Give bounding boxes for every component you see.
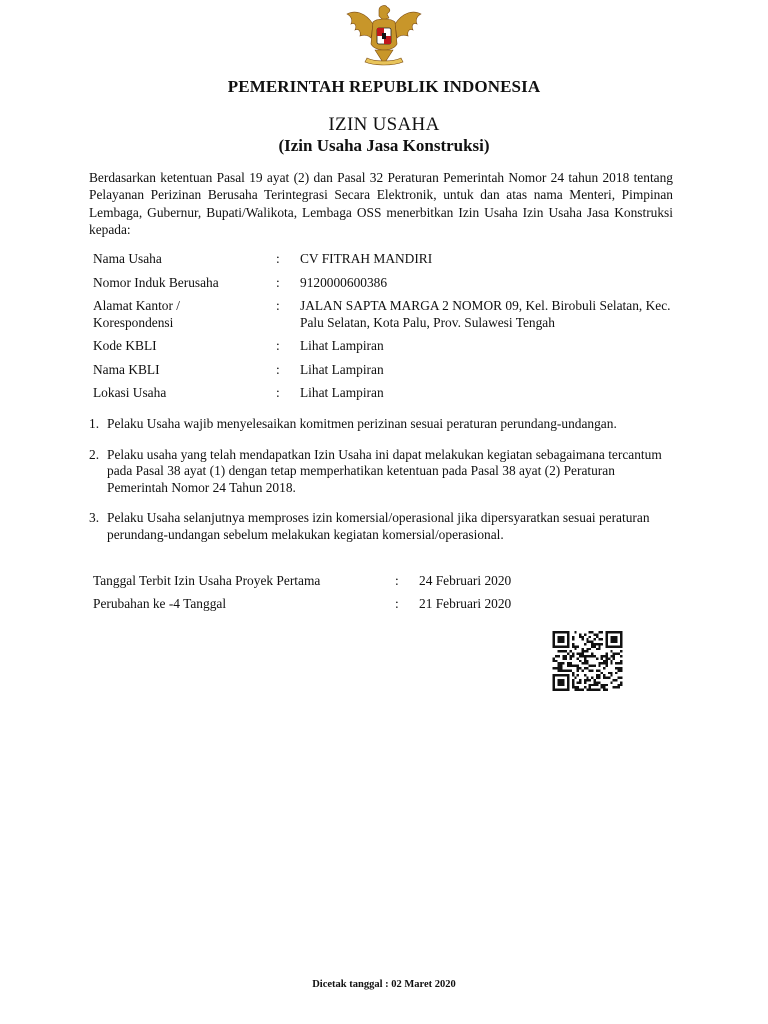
document-subtitle: (Izin Usaha Jasa Konstruksi) [278, 136, 490, 155]
info-row-nomor-induk [93, 275, 693, 292]
info-label: Nomor Induk Berusaha [93, 274, 219, 290]
info-colon: : [276, 338, 280, 353]
info-row-lokasi-usaha [93, 385, 693, 402]
info-colon: : [276, 385, 280, 400]
info-colon: : [276, 361, 280, 377]
list-number: 3. [89, 510, 100, 525]
date-row-terbit [93, 573, 593, 596]
date-label: Tanggal Terbit Izin Usaha Proyek Pertama [93, 573, 321, 588]
list-item [89, 416, 679, 433]
dates-table [93, 573, 593, 619]
list-text: Pelaku Usaha selanjutnya memproses izin komersial/operasional jika dipersyaratkan sesuai peraturan perundang-undangan sebelum melakukan kegiatan komersial/operasional. [107, 510, 650, 542]
garuda-emblem-icon [343, 4, 425, 70]
qr-code-icon [552, 631, 623, 691]
info-row-nama-usaha [93, 251, 693, 268]
info-value: 9120000600386 [300, 274, 388, 290]
date-row-perubahan [93, 596, 593, 619]
list-text: Pelaku Usaha wajib menyelesaikan komitmen perizinan sesuai peraturan perundang-undangan. [107, 416, 617, 431]
info-value: Lihat Lampiran [300, 385, 384, 400]
info-label: Nama KBLI [93, 361, 160, 377]
date-colon: : [395, 573, 399, 588]
info-row-alamat [93, 298, 693, 331]
info-value: Lihat Lampiran [300, 338, 384, 353]
date-colon: : [395, 596, 399, 611]
info-value: CV FITRAH MANDIRI [300, 251, 433, 266]
date-value: 21 Februari 2020 [419, 596, 512, 611]
list-item [89, 447, 679, 497]
info-value: JALAN SAPTA MARGA 2 NOMOR 09, Kel. Birobuli Selatan, Kec. Palu Selatan, Kota Palu, Prov. Sulawesi Tengah [300, 298, 671, 330]
government-heading: PEMERINTAH REPUBLIK INDONESIA [227, 77, 541, 96]
print-date: Dicetak tanggal : 02 Maret 2020 [312, 979, 456, 990]
info-colon: : [276, 251, 280, 266]
business-info-table [93, 251, 693, 409]
list-item [89, 510, 679, 543]
document-title: IZIN USAHA [328, 114, 440, 135]
info-colon: : [276, 274, 280, 290]
info-label: Kode KBLI [93, 338, 157, 353]
info-label: Alamat Kantor / Korespondensi [93, 298, 181, 330]
date-value: 24 Februari 2020 [419, 573, 512, 588]
info-colon: : [276, 298, 280, 313]
list-text: Pelaku usaha yang telah mendapatkan Izin Usaha ini dapat melakukan kegiatan sebagaimana tercantum pada Pasal 38 ayat (1) dengan tetap memperhatikan ketentuan pada Pasal 38 ayat (2) Peraturan Pemerintah Nomor 24 Tahun 2018. [107, 446, 662, 495]
info-label: Nama Usaha [93, 251, 162, 266]
info-row-nama-kbli [93, 362, 693, 379]
list-number: 2. [89, 446, 100, 462]
info-label: Lokasi Usaha [93, 385, 167, 400]
info-row-kode-kbli [93, 338, 693, 355]
obligations-list [89, 416, 679, 557]
intro-paragraph: Berdasarkan ketentuan Pasal 19 ayat (2) dan Pasal 32 Peraturan Pemerintah Nomor 24 tahun 2018 tentang Pelayanan Perizinan Berusaha Terintegrasi Secara Elektronik, untuk dan atas nama Menteri, Pimpinan Lembaga, Gubernur, Bupati/Walikota, Lembaga OSS menerbitkan Izin Usaha Izin Usaha Jasa Konstruksi kepada: [89, 170, 673, 238]
date-label: Perubahan ke -4 Tanggal [93, 596, 227, 611]
list-number: 1. [89, 416, 100, 431]
info-value: Lihat Lampiran [300, 361, 384, 377]
